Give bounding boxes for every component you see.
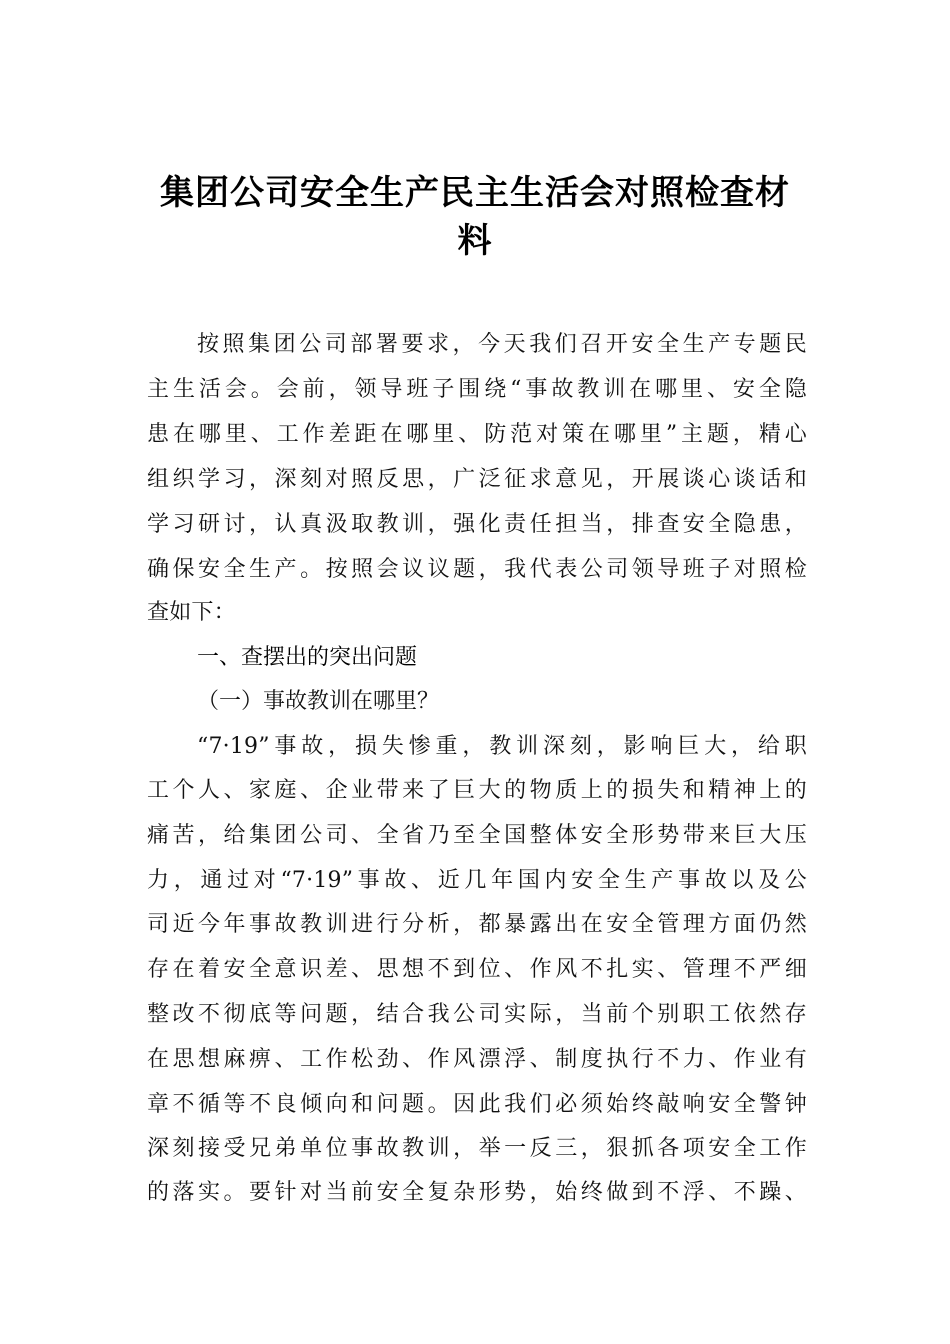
body-paragraph-line: 深刻接受兄弟单位事故教训，举一反三，狠抓各项安全工作 [147,1136,807,1161]
intro-paragraph-line: 组织学习，深刻对照反思，广泛征求意见，开展谈心谈话和 [147,467,807,492]
intro-paragraph-line: 按照集团公司部署要求，今天我们召开安全生产专题民 [197,332,807,357]
intro-paragraph-line: 查如下： [147,600,236,625]
body-paragraph-line: 痛苦，给集团公司、全省乃至全国整体安全形势带来巨大压 [147,823,807,848]
body-paragraph-line: “7·19”事故，损失惨重，教训深刻，影响巨大，给职 [197,734,807,759]
document-title-line-1: 集团公司安全生产民主生活会对照检查材 [160,173,790,213]
body-paragraph-line: 司近今年事故教训进行分析，都暴露出在安全管理方面仍然 [147,912,807,937]
intro-paragraph-line: 患在哪里、工作差距在哪里、防范对策在哪里”主题，精心 [147,422,807,447]
body-paragraph-line: 力，通过对“7·19”事故、近几年国内安全生产事故以及公 [147,868,807,893]
document-title-line-2: 料 [457,221,493,261]
body-paragraph-line: 工个人、家庭、企业带来了巨大的物质上的损失和精神上的 [147,778,807,803]
intro-paragraph-line: 主生活会。会前，领导班子围绕“事故教训在哪里、安全隐 [147,377,807,402]
body-paragraph-line: 存在着安全意识差、思想不到位、作风不扎实、管理不严细 [147,957,807,982]
intro-paragraph-line: 确保安全生产。按照会议议题，我代表公司领导班子对照检 [147,557,807,582]
body-paragraph-line: 章不循等不良倾向和问题。因此我们必须始终敲响安全警钟 [147,1092,807,1117]
intro-paragraph-line: 学习研讨，认真汲取教训，强化责任担当，排查安全隐患， [147,512,807,537]
body-paragraph-line: 整改不彻底等问题，结合我公司实际，当前个别职工依然存 [147,1002,807,1027]
body-paragraph-line: 的落实。要针对当前安全复杂形势，始终做到不浮、不躁、 [147,1180,807,1205]
body-paragraph-line: 在思想麻痹、工作松劲、作风漂浮、制度执行不力、作业有 [147,1047,807,1072]
section-heading: 一、查摆出的突出问题 [197,645,418,670]
subsection-heading: （一）事故教训在哪里？ [197,689,440,714]
